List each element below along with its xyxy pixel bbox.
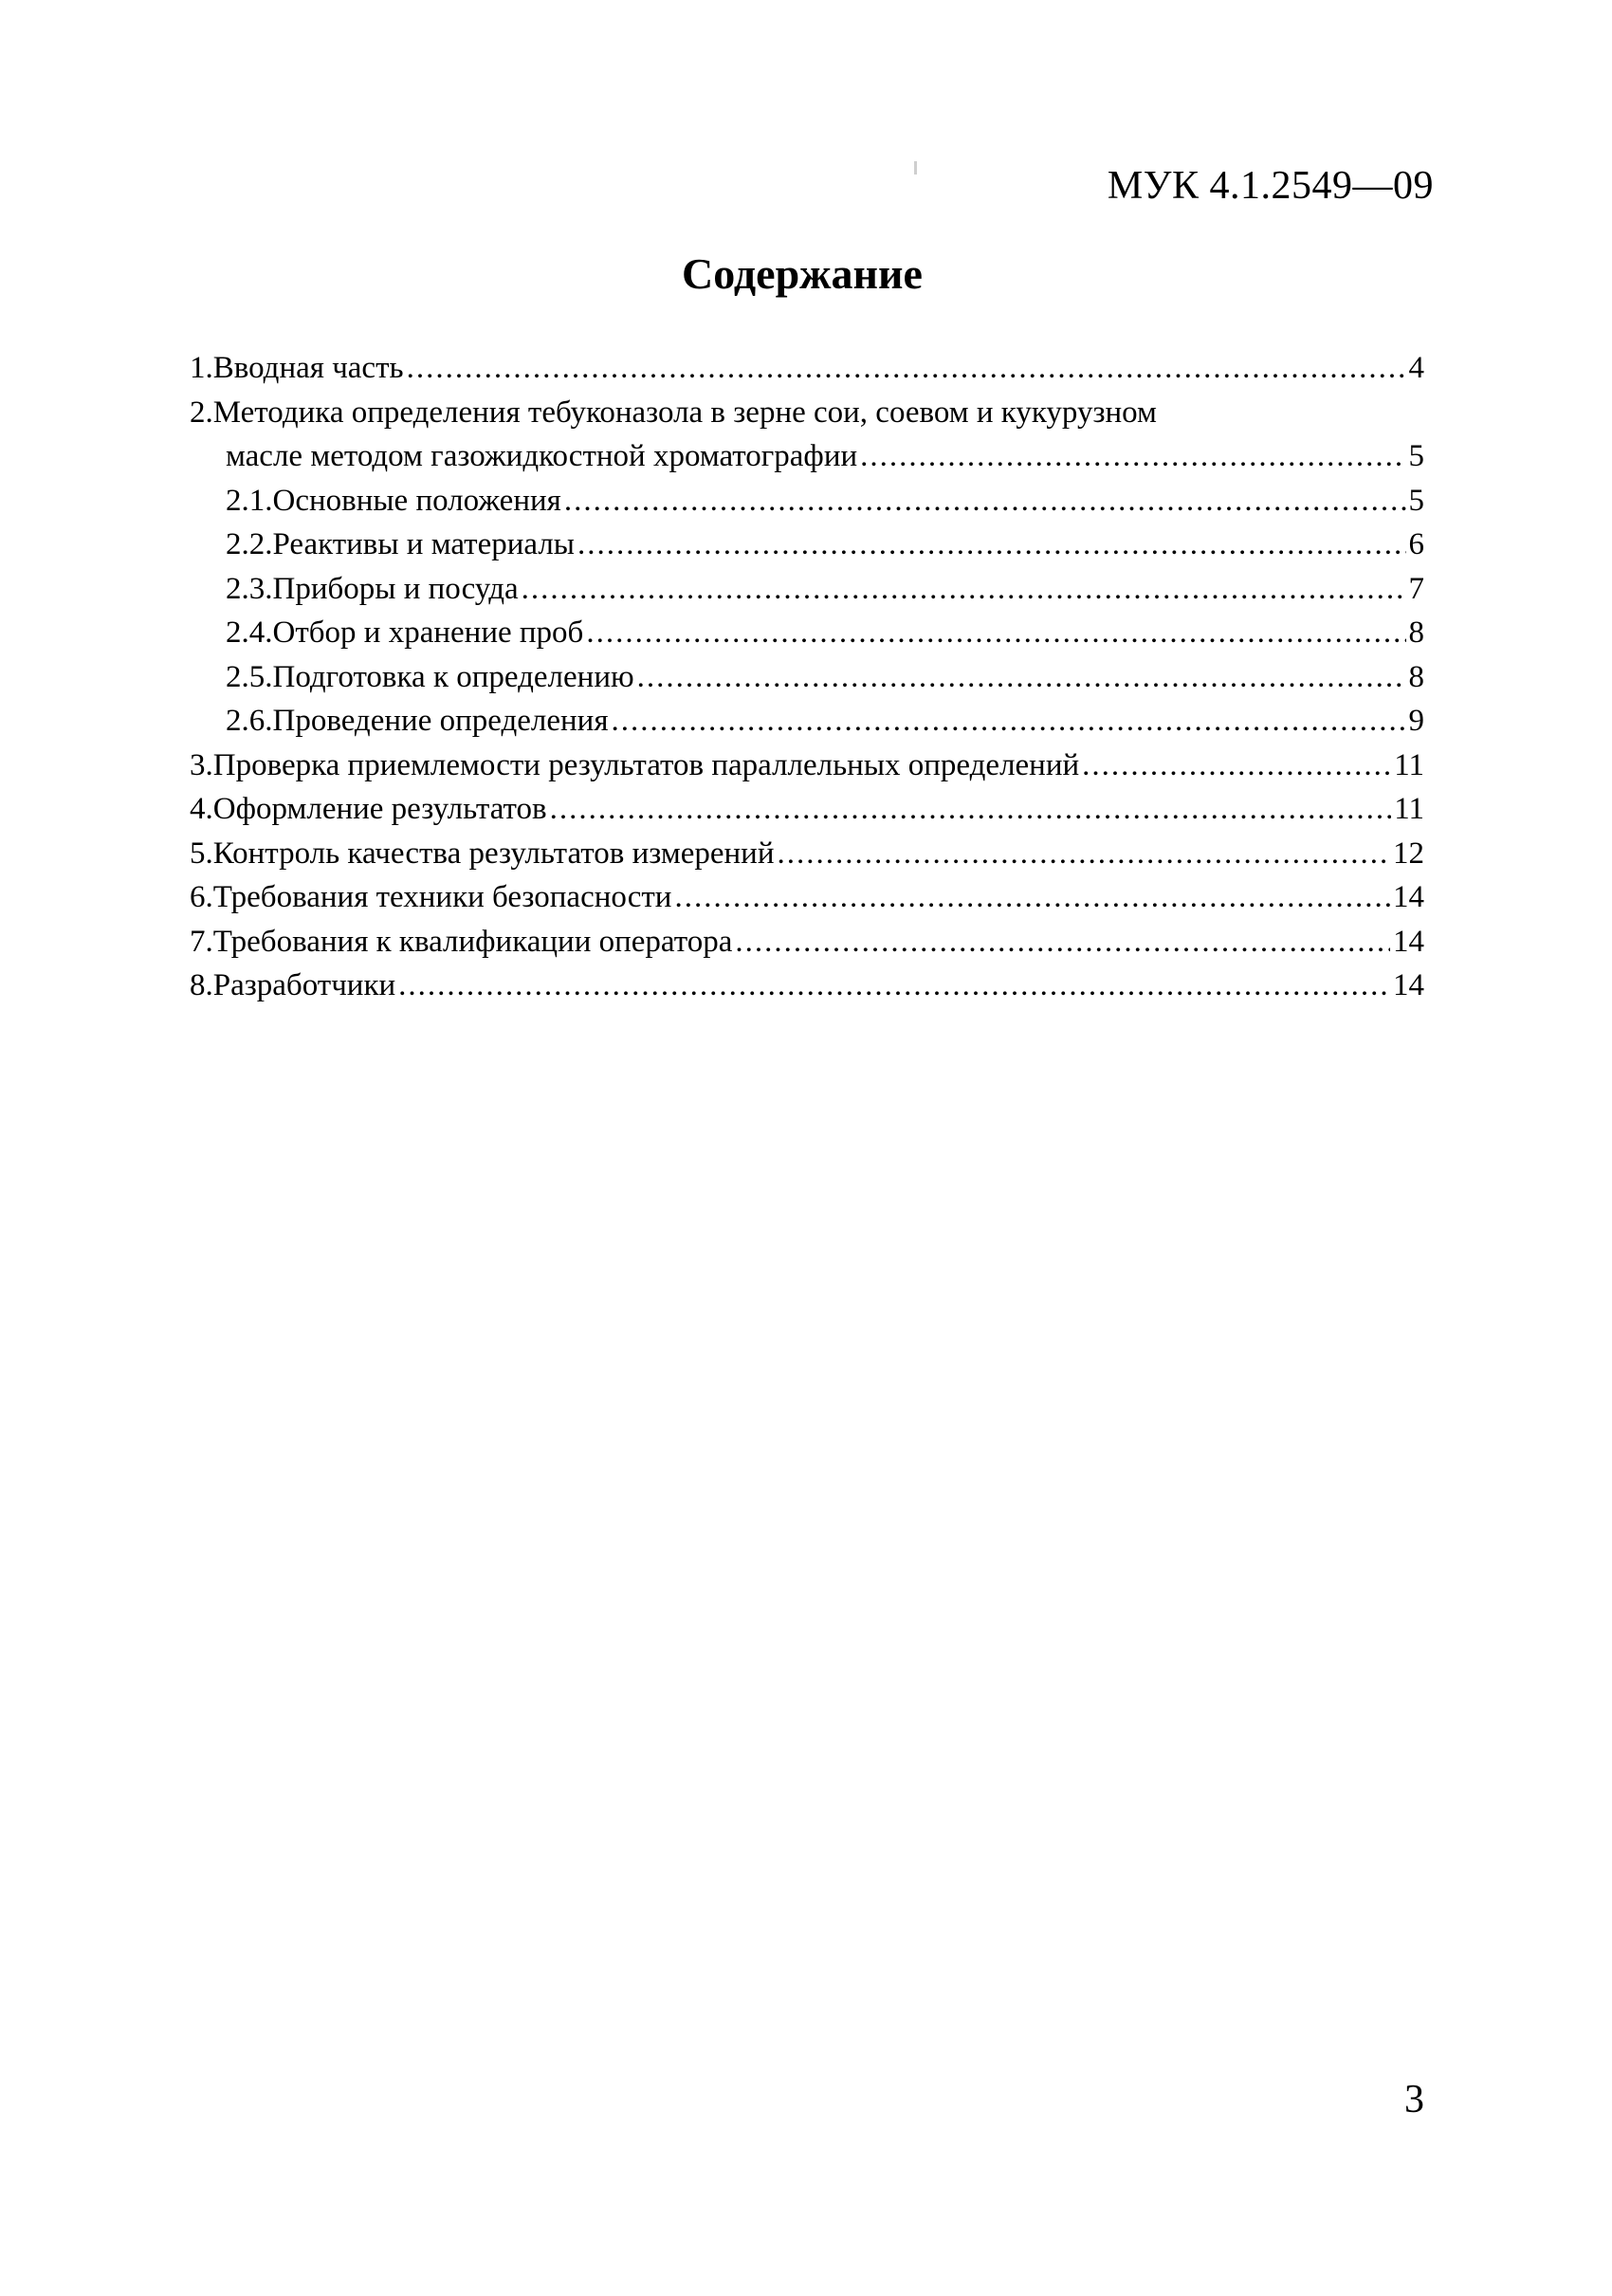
scan-speck (914, 161, 917, 174)
toc-item-2[interactable] (190, 391, 1424, 435)
toc-item-title: Оформление результатов (212, 792, 547, 826)
toc-item-page: 8 (1408, 615, 1424, 650)
toc-item-8[interactable] (190, 964, 1424, 1008)
page-title-text: Содержание (682, 249, 923, 298)
toc-item-number: 2.3. (226, 571, 273, 606)
toc-item-title: Реактивы и материалы (272, 527, 575, 561)
toc-item-3[interactable] (190, 744, 1424, 788)
toc-leader-dots (674, 875, 1390, 920)
toc-item-6[interactable] (190, 875, 1424, 920)
toc-item-number: 7. (190, 924, 213, 959)
toc-item-page: 14 (1393, 880, 1424, 914)
toc-leader-dots (778, 832, 1391, 876)
toc-item-number: 2.1. (226, 483, 273, 518)
toc-leader-dots (564, 479, 1406, 523)
toc-item-page: 11 (1394, 792, 1424, 826)
toc-item-number: 8. (190, 968, 213, 1002)
toc-item-page: 8 (1408, 659, 1424, 694)
toc-item-page: 11 (1394, 747, 1424, 782)
toc-item-title: Требования к квалификации оператора (212, 924, 733, 959)
toc-item-number: 2.5. (226, 659, 273, 694)
toc-item-number: 5. (190, 836, 213, 871)
toc-item-number: 3. (190, 747, 213, 782)
toc-item-title: Приборы и посуда (272, 571, 519, 606)
toc-item-page: 9 (1408, 704, 1424, 738)
toc-item-page: 14 (1393, 968, 1424, 1002)
toc-item-number: 2.2. (226, 527, 273, 561)
toc-item-title: Методика определения тебуконазола в зерне сои, соевом и кукурузном (212, 395, 1157, 430)
toc-leader-dots (860, 434, 1405, 479)
toc-item-title: Контроль качества результатов измерений (212, 836, 775, 871)
toc-item-2-6[interactable] (190, 699, 1424, 744)
toc-item-page: 5 (1408, 483, 1424, 518)
toc-item-number: 2.4. (226, 615, 273, 650)
toc-item-5[interactable] (190, 832, 1424, 876)
toc-leader-dots (522, 567, 1406, 612)
toc-item-2-5[interactable] (190, 655, 1424, 700)
toc-leader-dots (550, 787, 1392, 832)
toc-item-number: 1. (190, 351, 213, 385)
toc-leader-dots (637, 655, 1406, 700)
toc-leader-dots (407, 346, 1406, 391)
toc-item-number: 2.6. (226, 704, 273, 738)
toc-item-number: 6. (190, 880, 213, 914)
toc-item-page: 14 (1393, 924, 1424, 959)
page-title (0, 248, 1612, 299)
toc-item-title: Основные положения (272, 483, 561, 518)
toc-item-title: Отбор и хранение проб (272, 615, 584, 650)
page-number: 3 (1404, 2078, 1424, 2122)
toc-item-2-continued[interactable] (190, 434, 1424, 479)
toc-item-7[interactable] (190, 920, 1424, 964)
toc-leader-dots (398, 964, 1390, 1008)
toc-leader-dots (577, 523, 1406, 567)
toc-leader-dots (612, 699, 1406, 744)
toc-item-page: 12 (1393, 836, 1424, 871)
toc-item-title: Вводная часть (212, 351, 404, 385)
toc-item-page: 4 (1408, 351, 1424, 385)
toc-item-number: 2. (190, 395, 213, 430)
toc-item-title: Требования техники безопасности (212, 880, 672, 914)
toc-item-title: Проверка приемлемости результатов параллельных определений (212, 747, 1080, 782)
toc-item-title: масле методом газожидкостной хроматографии (226, 439, 858, 473)
toc-item-2-2[interactable] (190, 523, 1424, 567)
toc-item-4[interactable] (190, 787, 1424, 832)
toc-item-page: 5 (1408, 439, 1424, 473)
table-of-contents (190, 346, 1424, 1008)
toc-item-page: 6 (1408, 527, 1424, 561)
toc-leader-dots (1082, 744, 1391, 788)
toc-item-title: Подготовка к определению (272, 659, 634, 694)
toc-item-page: 7 (1408, 571, 1424, 606)
toc-leader-dots (586, 611, 1405, 655)
toc-item-1[interactable] (190, 346, 1424, 391)
toc-item-title: Проведение определения (272, 704, 609, 738)
toc-item-2-1[interactable] (190, 479, 1424, 523)
toc-item-number: 4. (190, 792, 213, 826)
toc-item-2-4[interactable] (190, 611, 1424, 655)
toc-item-title: Разработчики (212, 968, 396, 1002)
document-code: МУК 4.1.2549—09 (1107, 164, 1434, 208)
toc-item-2-3[interactable] (190, 567, 1424, 612)
toc-leader-dots (735, 920, 1390, 964)
